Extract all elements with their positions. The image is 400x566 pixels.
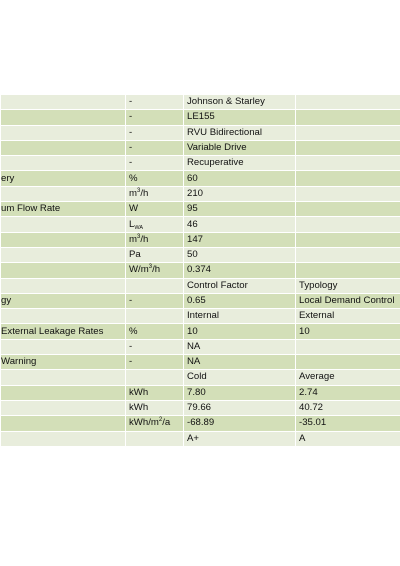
row-label-cell[interactable]: Warning (1, 355, 126, 370)
unit-suffix: /h (140, 187, 149, 199)
table-row (1, 339, 400, 354)
extra-cell[interactable] (296, 355, 400, 370)
unit-base: kWh/m (129, 417, 159, 429)
value-cell[interactable]: Recuperative (184, 156, 296, 171)
value-cell[interactable]: 95 (184, 202, 296, 217)
unit-cell[interactable]: - (126, 355, 184, 370)
value-cell[interactable]: 210 (184, 186, 296, 201)
extra-cell[interactable] (296, 217, 400, 232)
table-row (1, 278, 400, 293)
table-row (1, 156, 400, 171)
extra-cell[interactable] (296, 95, 400, 110)
unit-cell[interactable]: - (126, 95, 184, 110)
extra-cell[interactable] (296, 156, 400, 171)
extra-cell[interactable] (296, 247, 400, 262)
value-cell[interactable]: 0.374 (184, 263, 296, 278)
table-row (1, 385, 400, 400)
table-row (1, 324, 400, 339)
row-label-cell[interactable] (1, 232, 126, 247)
extra-cell[interactable] (296, 186, 400, 201)
row-label-cell[interactable] (1, 140, 126, 155)
extra-cell[interactable]: External (296, 309, 400, 324)
extra-cell[interactable]: 2.74 (296, 385, 400, 400)
value-cell[interactable]: 60 (184, 171, 296, 186)
unit-superscript: 3 (137, 187, 141, 194)
row-label-cell[interactable] (1, 247, 126, 262)
value-cell[interactable]: 147 (184, 232, 296, 247)
unit-cell[interactable]: Pa (126, 247, 184, 262)
unit-cell[interactable]: kWh (126, 385, 184, 400)
value-cell[interactable]: RVU Bidirectional (184, 125, 296, 140)
table-row (1, 125, 400, 140)
extra-cell[interactable] (296, 232, 400, 247)
value-cell[interactable]: Cold (184, 370, 296, 385)
row-label-cell[interactable] (1, 217, 126, 232)
table-row (1, 370, 400, 385)
extra-cell[interactable]: -35.01 (296, 416, 400, 431)
row-label-cell[interactable] (1, 110, 126, 125)
value-cell[interactable]: -68.89 (184, 416, 296, 431)
row-label-cell[interactable] (1, 95, 126, 110)
table-row (1, 416, 400, 431)
value-cell[interactable]: 0.65 (184, 293, 296, 308)
value-cell[interactable]: 79.66 (184, 400, 296, 415)
unit-cell[interactable]: kWh (126, 400, 184, 415)
unit-cell[interactable] (126, 416, 184, 431)
row-label-cell[interactable]: gy (1, 293, 126, 308)
row-label-cell[interactable] (1, 125, 126, 140)
value-cell[interactable]: Johnson & Starley (184, 95, 296, 110)
unit-cell[interactable]: % (126, 171, 184, 186)
value-cell[interactable]: 46 (184, 217, 296, 232)
row-label-cell[interactable] (1, 385, 126, 400)
table-row (1, 232, 400, 247)
unit-subscript: WA (134, 224, 143, 231)
value-cell[interactable]: Internal (184, 309, 296, 324)
value-cell[interactable]: NA (184, 339, 296, 354)
unit-cell[interactable] (126, 370, 184, 385)
table-row (1, 355, 400, 370)
table-row (1, 247, 400, 262)
row-label-cell[interactable] (1, 431, 126, 446)
row-label-cell[interactable] (1, 416, 126, 431)
unit-cell[interactable] (126, 232, 184, 247)
unit-cell[interactable]: % (126, 324, 184, 339)
table-row (1, 140, 400, 155)
extra-cell[interactable] (296, 125, 400, 140)
unit-cell[interactable]: - (126, 156, 184, 171)
table-row (1, 186, 400, 201)
table-row (1, 110, 400, 125)
extra-cell[interactable]: 10 (296, 324, 400, 339)
row-label-cell[interactable] (1, 263, 126, 278)
row-label-cell[interactable] (1, 278, 126, 293)
unit-cell[interactable]: - (126, 140, 184, 155)
unit-superscript: 3 (137, 233, 141, 240)
extra-cell[interactable]: Local Demand Control (296, 293, 400, 308)
row-label-cell[interactable] (1, 186, 126, 201)
unit-suffix: /h (140, 233, 149, 245)
unit-base: L (129, 218, 135, 230)
unit-cell[interactable] (126, 263, 184, 278)
unit-superscript: 2 (158, 417, 163, 424)
unit-base: m (129, 187, 137, 199)
row-label-cell[interactable]: External Leakage Rates (1, 324, 126, 339)
extra-cell[interactable] (296, 110, 400, 125)
table-row (1, 263, 400, 278)
table-row (1, 171, 400, 186)
unit-superscript: 3 (148, 264, 153, 271)
extra-cell[interactable] (296, 171, 400, 186)
extra-cell[interactable]: Typology (296, 278, 400, 293)
table-row (1, 217, 400, 232)
row-label-cell[interactable] (1, 400, 126, 415)
row-label-cell[interactable] (1, 339, 126, 354)
spreadsheet-table (0, 94, 400, 447)
value-cell[interactable]: Control Factor (184, 278, 296, 293)
value-cell[interactable]: 7.80 (184, 385, 296, 400)
extra-cell[interactable] (296, 140, 400, 155)
value-cell[interactable]: A+ (184, 431, 296, 446)
unit-cell[interactable]: - (126, 110, 184, 125)
extra-cell[interactable]: 40.72 (296, 400, 400, 415)
row-label-cell[interactable] (1, 309, 126, 324)
spreadsheet-body (1, 95, 400, 447)
unit-suffix: /a (162, 417, 171, 429)
unit-cell[interactable]: - (126, 125, 184, 140)
extra-cell[interactable] (296, 263, 400, 278)
row-label-cell[interactable]: ery (1, 171, 126, 186)
table-row (1, 400, 400, 415)
value-cell[interactable]: 50 (184, 247, 296, 262)
unit-suffix: /h (152, 264, 161, 276)
table-row (1, 309, 400, 324)
extra-cell[interactable] (296, 202, 400, 217)
value-cell[interactable]: NA (184, 355, 296, 370)
unit-cell[interactable] (126, 186, 184, 201)
table-row (1, 95, 400, 110)
extra-cell[interactable] (296, 339, 400, 354)
row-label-cell[interactable]: um Flow Rate (1, 202, 126, 217)
table-row (1, 202, 400, 217)
row-label-cell[interactable] (1, 156, 126, 171)
unit-base: W/m (129, 264, 149, 276)
extra-cell[interactable]: Average (296, 370, 400, 385)
value-cell[interactable]: 10 (184, 324, 296, 339)
unit-cell[interactable] (126, 217, 184, 232)
unit-cell[interactable] (126, 431, 184, 446)
table-row (1, 293, 400, 308)
unit-cell[interactable]: - (126, 339, 184, 354)
extra-cell[interactable]: A (296, 431, 400, 446)
table-row (1, 431, 400, 446)
unit-cell[interactable] (126, 309, 184, 324)
unit-cell[interactable]: - (126, 293, 184, 308)
unit-cell[interactable]: W (126, 202, 184, 217)
value-cell[interactable]: Variable Drive (184, 140, 296, 155)
value-cell[interactable]: LE155 (184, 110, 296, 125)
unit-cell[interactable] (126, 278, 184, 293)
row-label-cell[interactable] (1, 370, 126, 385)
unit-base: m (129, 233, 137, 245)
